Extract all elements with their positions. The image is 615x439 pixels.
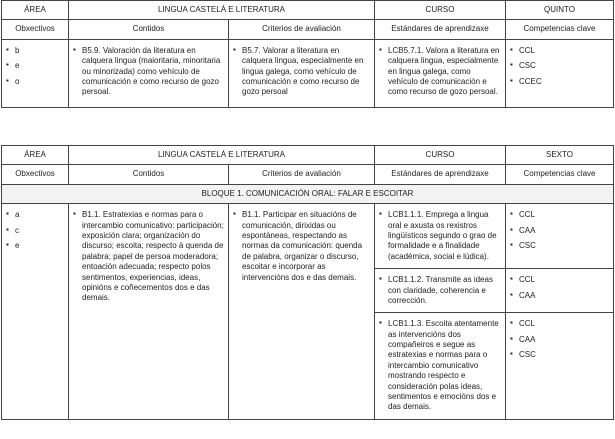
list-item: ▪ CAA bbox=[510, 291, 609, 301]
area-header: ÁREA bbox=[2, 146, 69, 165]
criterio-cell bbox=[229, 39, 375, 107]
curriculum-table-sexto bbox=[1, 145, 614, 420]
header-row bbox=[2, 146, 614, 165]
estandar-cell bbox=[375, 204, 506, 269]
list-item: ▪ e bbox=[6, 241, 64, 251]
list-item: ▪ CCL bbox=[510, 210, 609, 220]
list-item: ▪ CSC bbox=[510, 61, 609, 71]
contidos-header: Contidos bbox=[69, 20, 229, 39]
obxectivos-cell bbox=[2, 204, 69, 420]
obxectivos-cell bbox=[2, 39, 69, 107]
block-title-row bbox=[2, 184, 614, 203]
estandar-text: ▪ LCB1.1.3. Escoita atentamente as intervencións dos compañeiros e segue as estratexias e normas para o intercambio comunicativo mostrando respecto e consideración polas ideas, sentimentos e emocións dos e das demais. bbox=[379, 319, 501, 413]
estandares-header: Estándares de aprendizaxe bbox=[375, 20, 506, 39]
block-title: BLOQUE 1. COMUNICACIÓN ORAL: FALAR E ESCOITAR bbox=[2, 184, 614, 203]
estandar-cell bbox=[375, 313, 506, 420]
list-item: ▪ a bbox=[6, 210, 64, 220]
list-item: ▪ e bbox=[6, 61, 64, 71]
subject-header: LINGUA CASTELÁ E LITERATURA bbox=[69, 1, 375, 20]
competencias-cell bbox=[506, 313, 614, 420]
criterio-text: ▪ B5.7. Valorar a literatura en calquera lingua, especialmente en lingua galega, como vehículo de comunicación e como recurso de gozo persoal bbox=[233, 46, 370, 98]
list-item: ▪ CCL bbox=[510, 46, 609, 56]
curriculum-table-quinto bbox=[1, 0, 614, 108]
curso-header: CURSO bbox=[375, 1, 506, 20]
contido-text: ▪ B1.1. Estratexias e normas para o intercambio comunicativo: participación; exposición clara; organización do discurso; escoita; respecto á quenda de palabra; papel de persoa moderadora; entoación adecuada; respecto polos sentimentos, experiencias, ideas, opinións e coñecementos dos e das demais. bbox=[73, 210, 224, 304]
competencias-cell bbox=[506, 269, 614, 313]
table-row bbox=[2, 204, 614, 269]
grade-header: QUINTO bbox=[506, 1, 614, 20]
estandar-cell bbox=[375, 39, 506, 107]
list-item: ▪ CSC bbox=[510, 241, 609, 251]
list-item: ▪ CCL bbox=[510, 319, 609, 329]
estandar-cell bbox=[375, 269, 506, 313]
criterios-header: Criterios de avaliación bbox=[229, 165, 375, 184]
obxectivos-header: Obxectivos bbox=[2, 20, 69, 39]
contidos-header: Contidos bbox=[69, 165, 229, 184]
list-item: ▪ c bbox=[6, 226, 64, 236]
table-row bbox=[2, 39, 614, 107]
subheader-row bbox=[2, 165, 614, 184]
grade-header: SEXTO bbox=[506, 146, 614, 165]
contido-cell bbox=[69, 39, 229, 107]
competencias-header: Competencias clave bbox=[506, 20, 614, 39]
list-item: ▪ b bbox=[6, 46, 64, 56]
subject-header: LINGUA CASTELÁ E LITERATURA bbox=[69, 146, 375, 165]
competencias-cell bbox=[506, 204, 614, 269]
list-item: ▪ o bbox=[6, 77, 64, 87]
estandar-text: ▪ LCB5.7.1. Valora a literatura en calquera lingua, especialmente en lingua galega, como vehículo de comunicación e como recurso de gozo persoal. bbox=[379, 46, 501, 98]
estandares-header: Estándares de aprendizaxe bbox=[375, 165, 506, 184]
list-item: ▪ CAA bbox=[510, 335, 609, 345]
list-item: ▪ CSC bbox=[510, 350, 609, 360]
criterio-cell bbox=[229, 204, 375, 420]
list-item: ▪ CAA bbox=[510, 226, 609, 236]
estandar-text: ▪ LCB1.1.1. Emprega a lingua oral e axusta os rexistros lingüísticos segundo o grao de formalidade e a finalidade (académica, social e lúdica). bbox=[379, 210, 501, 262]
curso-header: CURSO bbox=[375, 146, 506, 165]
contido-cell bbox=[69, 204, 229, 420]
obxectivos-header: Obxectivos bbox=[2, 165, 69, 184]
estandar-text: ▪ LCB1.1.2. Transmite as ideas con claridade, coherencia e corrección. bbox=[379, 275, 501, 306]
criterio-text: ▪ B1.1. Participar en situacións de comunicación, dirixidas ou espontáneas, respectando as normas da comunicación: quenda de palabra, organizar o discurso, escoitar e incorporar as intervencións dos e das demais. bbox=[233, 210, 370, 283]
competencias-header: Competencias clave bbox=[506, 165, 614, 184]
header-row bbox=[2, 1, 614, 20]
contido-text: ▪ B5.9. Valoración da literatura en calquera lingua (maioritaria, minoritaria ou minorizada) como vehículo de comunicación e como recurso de gozo persoal. bbox=[73, 46, 224, 98]
area-header: ÁREA bbox=[2, 1, 69, 20]
competencias-cell bbox=[506, 39, 614, 107]
subheader-row bbox=[2, 20, 614, 39]
list-item: ▪ CCEC bbox=[510, 77, 609, 87]
criterios-header: Criterios de avaliación bbox=[229, 20, 375, 39]
list-item: ▪ CCL bbox=[510, 275, 609, 285]
